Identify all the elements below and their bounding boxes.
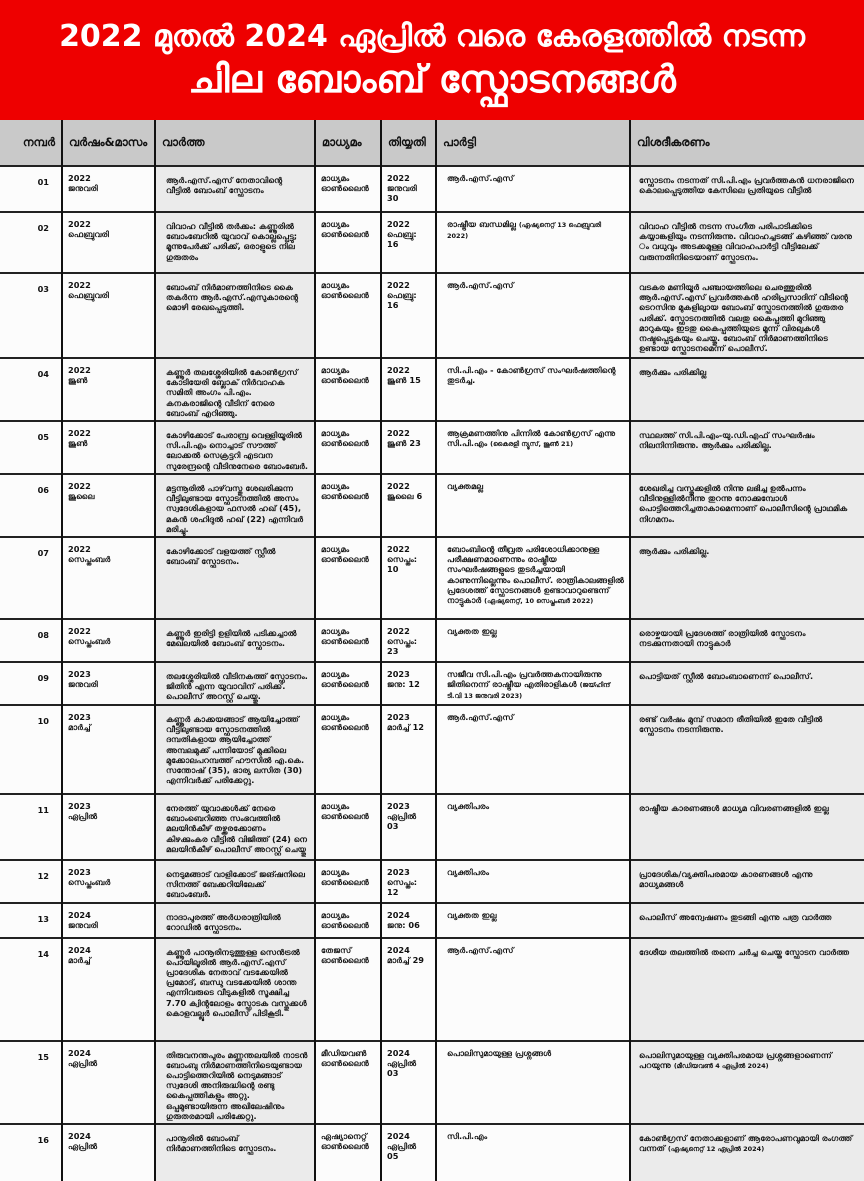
- row-date: ജനു: 06: [387, 919, 420, 930]
- cell-party: [436, 1041, 630, 1124]
- cell-news: [155, 705, 315, 794]
- cell-year-month: [62, 903, 155, 938]
- row-news: തിരുവനന്തപുരം മണ്ണന്തലയിൽ നാടൻ ബോംബു നിർമാണത്തിനിടെയുണ്ടായ പൊട്ടിത്തെറിയിൽ നെടുമങ്ങാട് സ്വദേശി അനിരുദ്ധിന്റെ രണ്ടു കൈപ്പത്തികളും അറ്റു. ഒപ്പമുണ്ടായിരുന്ന അഖിലേഷിനും ഗുരുതരമായി പരിക്കേറ്റു.: [166, 1049, 308, 1121]
- cell-media: [315, 860, 381, 903]
- row-news: മട്ടന്നൂരിൽ പാഴ്‌വസ്തു ശേഖരിക്കുന്ന വീട്ടിലുണ്ടായ സ്ഫോടനത്തിൽ അസം സ്വദേശികളായ ഫസൽ ഹഖ് (45), മകൻ ശഹിദുൽ ഹഖ് (22) എന്നിവർ മരിച്ചു.: [166, 483, 304, 534]
- cell-date: [381, 903, 436, 938]
- cell-media: [315, 212, 381, 273]
- row-party: വ്യക്തിപരം: [447, 801, 490, 812]
- cell-news: [155, 537, 315, 619]
- cell-date: [381, 1041, 436, 1124]
- cell-news: [155, 166, 315, 212]
- row-number: 15: [37, 1051, 49, 1062]
- row-year: 2022: [68, 626, 91, 637]
- column-header-media: മാധ്യമം: [315, 120, 381, 166]
- cell-party: [436, 903, 630, 938]
- cell-date: [381, 212, 436, 273]
- cell-party: [436, 705, 630, 794]
- cell-media: [315, 421, 381, 474]
- cell-year-month: [62, 358, 155, 421]
- cell-number: [0, 662, 62, 705]
- cell-party: [436, 358, 630, 421]
- row-year: 2024: [68, 1047, 91, 1058]
- row-news: നേരത്ത് യുവാക്കൾക്ക് നേരെ ബോംബെറിഞ്ഞ സംഭവത്തിൽ മലയിൻകീഴ് തഴ്ക്കരക്കോണം കിഴക്കുംകര വീട്ടിൽ വിജിത്ത് (24) നെ മലയിൻകീഴ് പൊലീസ് അറസ്റ്റ് ചെയ്തു: [166, 803, 308, 854]
- row-party: സജീവ സി.പി.എം പ്രവർത്തകനായിരുന്നു ജിതിനെന്ന് രാഷ്ട്രീയ എതിരാളികൾ: [447, 669, 602, 690]
- row-explanation: ശേഖരിച്ച വസ്തുക്കളിൽ നിന്നു ലഭിച്ച ഉൽപന്നം വീടിനുള്ളിൽനിന്നു തുറന്നു നോക്കുമ്പോൾ പൊട്ടിത്തെറിച്ചതാകാമെന്നാണ് പൊലീസിന്റെ പ്രാഥമിക നിഗമനം.: [639, 483, 848, 524]
- cell-media: [315, 166, 381, 212]
- row-number: 08: [37, 630, 49, 641]
- row-year: 2022: [68, 173, 91, 183]
- cell-news: [155, 938, 315, 1041]
- cell-number: [0, 705, 62, 794]
- row-date: ജൂൺ 15: [387, 375, 421, 386]
- row-media: തേജസ് ഓൺലൈൻ: [321, 944, 369, 965]
- cell-media: [315, 1041, 381, 1124]
- row-month: മാർച്ച്: [68, 954, 91, 965]
- cell-party: [436, 212, 630, 273]
- row-date: സെപ്തം: 23: [387, 636, 418, 657]
- row-media: മാധ്യമം ഓൺലൈൻ: [321, 712, 369, 733]
- row-explanation: രാഷ്ട്രീയ കാരണങ്ങൾ മാധ്യമ വിവരണങ്ങളിൽ ഇല്ല: [639, 803, 829, 814]
- row-explanation: പൊലിസുമായുള്ള വ്യക്തിപരമായ പ്രശ്നങ്ങളാണെന്ന് പറയുന്നു: [639, 1049, 832, 1070]
- table-row: [0, 662, 864, 705]
- row-year: 2023: [68, 867, 91, 878]
- row-news: ആർ.എസ്.എസ് നേതാവിന്റെ വീട്ടിൽ ബോംബ് സ്ഫോടനം: [166, 175, 283, 196]
- cell-media: [315, 358, 381, 421]
- cell-number: [0, 212, 62, 273]
- row-party: വ്യക്തമല്ല: [447, 481, 484, 492]
- row-party-note: (കൈരളി ന്യൂസ്, ജൂൺ 21): [490, 440, 574, 449]
- cell-news: [155, 421, 315, 474]
- cell-party: [436, 1124, 630, 1181]
- row-media: മാധ്യമം ഓൺലൈൻ: [321, 544, 369, 565]
- row-month: ജനുവരി: [68, 919, 98, 930]
- cell-year-month: [62, 537, 155, 619]
- row-news: തലശ്ശേരിയിൽ വീടിനകത്ത് സ്ഫോടനം. ജിതിൻ എന്ന യുവാവിന് പരിക്ക്. പൊലീസ് അറസ്റ്റ് ചെയ്തു.: [166, 671, 308, 702]
- row-news: കണ്ണൂർ പാനൂരിനടുത്തുള്ള സെൻട്രൽ പൊയിലൂരിൽ ആർ.എസ്.എസ് പ്രാദേശിക നേതാവ് വടക്കേയിൽ പ്രമോദ്, ബന്ധു വടക്കേയിൽ ശാന്ത എന്നിവരുടെ വീടുകളിൽ സൂക്ഷിച്ച 7.70 ക്വിന്റലോളം സ്ഫോടക വസ്തുക്കൾ കൊളവല്ലൂർ പൊലീസ് പിടികൂടി.: [166, 946, 307, 1018]
- cell-news: [155, 860, 315, 903]
- cell-date: [381, 705, 436, 794]
- row-number: 14: [37, 948, 49, 959]
- cell-media: [315, 273, 381, 358]
- row-year: 2023: [68, 669, 91, 680]
- cell-number: [0, 794, 62, 860]
- row-news: നാദാപുരത്ത് അർധരാത്രിയിൽ റോഡിൽ സ്ഫോടനം.: [166, 911, 281, 932]
- row-date-year: 2022: [387, 481, 410, 492]
- row-news: പാനൂരിൽ ബോംബ് നിർമാണത്തിനിടെ സ്ഫോടനം.: [166, 1133, 277, 1154]
- row-date-year: 2022: [387, 626, 410, 637]
- row-party: ആക്രമണത്തിനു പിന്നിൽ കോൺഗ്രസ് എന്നു സി.പി.എം: [447, 428, 616, 449]
- row-year: 2024: [68, 944, 91, 955]
- table-row: [0, 212, 864, 273]
- cell-number: [0, 421, 62, 474]
- cell-news: [155, 212, 315, 273]
- row-date: ജൂൺ 23: [387, 438, 421, 449]
- row-date: സെപ്തം: 10: [387, 554, 418, 575]
- row-month: ജനുവരി: [68, 679, 98, 690]
- cell-media: [315, 537, 381, 619]
- row-party-note: (ഏഷ്യനെറ്റ്, 10 സെപ്തംബർ 2022): [484, 597, 594, 606]
- row-explanation: സ്ഫോടനം നടന്നത് സി.പി.എം പ്രവർത്തകൻ ധനരാജിനെ കൊലപ്പെടുത്തിയ കേസിലെ പ്രതിയുടെ വീട്ടിൽ: [639, 175, 855, 196]
- cell-news: [155, 662, 315, 705]
- cell-year-month: [62, 938, 155, 1041]
- row-date: ഫെബ്രു: 16: [387, 229, 417, 250]
- row-date-year: 2023: [387, 801, 410, 812]
- row-month: മാർച്ച്: [68, 722, 91, 733]
- row-date: ജനു: 12: [387, 679, 420, 690]
- cell-explanation: [630, 212, 864, 273]
- title-line-1: 2022 മുതൽ 2024 ഏപ്രിൽ വരെ കേരളത്തിൽ നടന്ന: [59, 19, 805, 54]
- row-month: സെപ്തംബർ: [68, 636, 111, 647]
- cell-media: [315, 938, 381, 1041]
- row-date-year: 2024: [387, 909, 410, 920]
- table-row: [0, 421, 864, 474]
- row-date: ഏപ്രിൽ 05: [387, 1141, 417, 1162]
- cell-number: [0, 1124, 62, 1181]
- row-party: ബോംബിന്റെ തീവ്രത പരിശോധിക്കാനുള്ള പരീക്ഷണമാണെന്നും രാഷ്ട്രീയ സംഘർഷങ്ങളുടെ തുടർച്ചയായി കാണുന്നില്ലെന്നും പൊലീസ്. രാത്രികാലങ്ങളിൽ പ്രദേശത്ത് സ്ഫോടനങ്ങൾ ഉണ്ടാവാറുണ്ടെന്ന് നാട്ടുകാർ: [447, 544, 624, 606]
- cell-date: [381, 537, 436, 619]
- cell-party: [436, 619, 630, 662]
- row-media: മാധ്യമം ഓൺലൈൻ: [321, 909, 369, 930]
- cell-news: [155, 358, 315, 421]
- cell-explanation: [630, 705, 864, 794]
- row-news: കണ്ണൂർ കാക്കയങ്ങാട് ആയിച്ചോത്ത് വീട്ടിലുണ്ടായ സ്ഫോടനത്തിൽ ദമ്പതികളായ ആയിച്ചോത്ത് അമ്പലമുക്ക് പന്നിയോട് മുക്കിലെ മുക്കോലപറമ്പത്ത് ഹൗസിൽ എ.കെ. സന്തോഷ് (35), ഭാര്യ ലസിത (30) എന്നിവർക്ക് പരിക്കേറ്റു.: [166, 714, 305, 786]
- table-row: [0, 273, 864, 358]
- column-header-party: പാർട്ടി: [436, 120, 630, 166]
- row-explanation: പൊട്ടിയത് സ്റ്റീൽ ബോംബാണെന്ന് പൊലീസ്.: [639, 671, 814, 682]
- cell-party: [436, 794, 630, 860]
- cell-explanation: [630, 537, 864, 619]
- cell-date: [381, 860, 436, 903]
- row-explanation: ദേശീയ തലത്തിൽ തന്നെ ചർച്ച ചെയ്ത സ്ഫോടന വാർത്ത: [639, 946, 850, 957]
- row-party: ആർ.എസ്.എസ്: [447, 944, 514, 955]
- row-number: 07: [37, 548, 49, 559]
- row-year: 2023: [68, 801, 91, 812]
- table-row: [0, 1041, 864, 1124]
- cell-news: [155, 1041, 315, 1124]
- cell-explanation: [630, 938, 864, 1041]
- row-year: 2022: [68, 544, 91, 555]
- row-media: മാധ്യമം ഓൺലൈൻ: [321, 219, 369, 240]
- bomb-blast-table: [0, 120, 864, 1181]
- cell-media: [315, 662, 381, 705]
- table-row: [0, 903, 864, 938]
- row-date-year: 2022: [387, 365, 410, 375]
- row-date: ഏപ്രിൽ 03: [387, 811, 417, 832]
- row-media: മാധ്യമം ഓൺലൈൻ: [321, 428, 369, 449]
- cell-date: [381, 619, 436, 662]
- row-party: ആർ.എസ്.എസ്: [447, 280, 514, 290]
- cell-year-month: [62, 662, 155, 705]
- row-date: ഫെബ്രു: 16: [387, 290, 417, 311]
- row-date: ജനുവരി 30: [387, 183, 417, 204]
- cell-year-month: [62, 212, 155, 273]
- cell-party: [436, 421, 630, 474]
- cell-party: [436, 860, 630, 903]
- cell-number: [0, 166, 62, 212]
- row-year: 2022: [68, 219, 91, 229]
- cell-explanation: [630, 421, 864, 474]
- title-banner: [0, 0, 864, 120]
- row-number: 03: [37, 284, 49, 294]
- column-header-year-month: വർഷം&മാസം: [62, 120, 155, 166]
- table-row: [0, 938, 864, 1041]
- row-month: ഏപ്രിൽ: [68, 1057, 98, 1068]
- row-explanation: വിവാഹ വീട്ടിൽ നടന്ന സംഗീത പരിപാടിക്കിടെ കയ്യാങ്കളിയും നടന്നിരുന്നു. വിവാഹച്ചടങ്ങ് കഴിഞ്ഞ് വരനു ം വധുവും അടക്കമുള്ള വിവാഹപാർട്ടി വീട്ടിലേക്ക് വരുന്നതിനിടെയാണ് സ്ഫോടനം.: [639, 221, 853, 262]
- cell-year-month: [62, 794, 155, 860]
- cell-date: [381, 166, 436, 212]
- cell-explanation: [630, 166, 864, 212]
- row-explanation: കോൺഗ്രസ് നേതാക്കളാണ് ആരോപണവുമായി രംഗത്ത് വന്നത്: [639, 1133, 853, 1154]
- row-media: മാധ്യമം ഓൺലൈൻ: [321, 867, 369, 888]
- table-row: [0, 474, 864, 537]
- row-date: മാർച്ച് 29: [387, 954, 424, 965]
- row-party: വ്യക്തത ഇല്ല: [447, 626, 497, 637]
- cell-news: [155, 794, 315, 860]
- cell-date: [381, 474, 436, 537]
- column-header-number: നമ്പർ: [0, 120, 62, 166]
- row-explanation: ആർക്കും പരിക്കില്ല.: [639, 546, 710, 557]
- row-media: മീഡിയവൺ ഓൺലൈൻ: [321, 1047, 369, 1068]
- row-month: ജനുവരി: [68, 183, 98, 194]
- cell-news: [155, 903, 315, 938]
- row-number: 11: [37, 805, 49, 816]
- table-header-row: [0, 120, 864, 166]
- row-number: 10: [37, 716, 49, 727]
- row-number: 13: [37, 913, 49, 924]
- row-date-year: 2024: [387, 1047, 410, 1058]
- table-row: [0, 860, 864, 903]
- cell-number: [0, 537, 62, 619]
- row-party: ആർ.എസ്.എസ്: [447, 712, 514, 723]
- row-explanation-note: (ഏഷ്യനെറ്റ് 12 ഏപ്രിൽ 2024): [667, 1145, 765, 1154]
- cell-number: [0, 358, 62, 421]
- row-news: കോഴിക്കോട് പേരാമ്പ്ര വെള്ളിയൂരിൽ സി.പി.എം നൊച്ചാട് സൗത്ത് ലോക്കൽ സെക്രട്ടറി എടവന സുരേന്ദ്രന്റെ വീടിനുനേരെ ബോംബേർ.: [166, 430, 308, 471]
- row-explanation: പ്രാദേശിക/വ്യക്തിപരമായ കാരണങ്ങൾ എന്നു മാധ്യമങ്ങൾ: [639, 869, 813, 890]
- row-media: മാധ്യമം ഓൺലൈൻ: [321, 365, 369, 386]
- table-row: [0, 1124, 864, 1181]
- cell-date: [381, 358, 436, 421]
- cell-date: [381, 794, 436, 860]
- row-news: ബോംബ് നിർമാണത്തിനിടെ കൈ തകർന്ന ആർ.എസ്.എസുകാരന്റെ മൊഴി രേഖപ്പെടുത്തി.: [166, 282, 299, 313]
- cell-explanation: [630, 860, 864, 903]
- cell-year-month: [62, 860, 155, 903]
- row-party: വ്യക്തിപരം: [447, 867, 490, 878]
- cell-media: [315, 619, 381, 662]
- cell-date: [381, 421, 436, 474]
- row-year: 2024: [68, 1131, 91, 1142]
- cell-year-month: [62, 421, 155, 474]
- table-row: [0, 794, 864, 860]
- column-header-explanation: വിശദീകരണം: [630, 120, 864, 166]
- row-explanation: ആർക്കും പരിക്കില്ല: [639, 367, 707, 377]
- cell-date: [381, 1124, 436, 1181]
- cell-year-month: [62, 705, 155, 794]
- row-date-year: 2024: [387, 944, 410, 955]
- row-month: സെപ്തംബർ: [68, 554, 111, 565]
- row-explanation: വടകര മണിയൂർ പഞ്ചായത്തിലെ ചെരത്തുരിൽ ആർ.എസ്.എസ് പ്രവർത്തകൻ ഹരിപ്രസാദിന് വീടിന്റെ ടെറസിനു മുകളിലുായ ബോംബ് സ്ഫോടനത്തിൽ ഗുരുതര പരിക്ക്. സ്ഫോടനത്തിൽ വലതു കൈപ്പത്തി മുറിഞ്ഞു മാറുകയും ഇടതു കൈപ്പത്തിയുടെ മൂന്ന് വിരലുകൾ നഷ്ടപ്പെടുകയും ചെയ്തു. ബോംബ് നിർമാണത്തിനിടെ ഉണ്ടായ സ്ഫോടനമെന്ന് പൊലീസ്.: [639, 282, 849, 354]
- table-row: [0, 537, 864, 619]
- row-month: ജൂലൈ: [68, 491, 95, 502]
- row-year: 2023: [68, 712, 91, 723]
- table-row: [0, 619, 864, 662]
- cell-media: [315, 903, 381, 938]
- row-number: 04: [37, 369, 49, 379]
- row-date-year: 2023: [387, 867, 410, 878]
- column-header-date: തിയ്യതി: [381, 120, 436, 166]
- cell-number: [0, 938, 62, 1041]
- row-date: മാർച്ച് 12: [387, 722, 424, 733]
- row-month: ഏപ്രിൽ: [68, 1141, 98, 1152]
- cell-explanation: [630, 1124, 864, 1181]
- row-media: മാധ്യമം ഓൺലൈൻ: [321, 801, 369, 822]
- row-number: 01: [37, 177, 49, 187]
- cell-date: [381, 273, 436, 358]
- cell-explanation: [630, 619, 864, 662]
- row-month: സെപ്തംബർ: [68, 877, 111, 888]
- title-line-2: ചില ബോംബ് സ്ഫോടനങ്ങൾ: [188, 57, 676, 101]
- row-party: സി.പി.എം: [447, 1131, 488, 1142]
- row-explanation-note: (മീഡിയവൺ 4 ഏപ്രിൽ 2024): [673, 1061, 769, 1070]
- cell-year-month: [62, 619, 155, 662]
- cell-media: [315, 794, 381, 860]
- row-date-year: 2022: [387, 219, 410, 229]
- cell-year-month: [62, 474, 155, 537]
- row-month: ജൂൺ: [68, 375, 88, 386]
- row-date: ഏപ്രിൽ 03: [387, 1057, 417, 1079]
- table-row: [0, 358, 864, 421]
- cell-party: [436, 537, 630, 619]
- row-news: കണ്ണൂർ ഇരിട്ടി ഉളിയിൽ പടിക്കച്ചാൽ മേഖലയിൽ ബോംബ് സ്ഫോടനം.: [166, 628, 297, 649]
- cell-number: [0, 860, 62, 903]
- row-year: 2022: [68, 428, 91, 439]
- cell-party: [436, 166, 630, 212]
- row-news: വിവാഹ വീട്ടിൽ തർക്കം: കണ്ണൂരിൽ ബോംബേറിൽ യുവാവ് കൊല്ലപ്പെട്ടു; മൂന്നുപേർക്ക് പരിക്ക്, ഒരാളുടെ നില ഗുരുതരം: [166, 221, 298, 262]
- cell-explanation: [630, 903, 864, 938]
- cell-news: [155, 619, 315, 662]
- row-date-year: 2023: [387, 669, 410, 680]
- row-year: 2022: [68, 365, 91, 375]
- row-number: 12: [37, 871, 49, 882]
- row-media: മാധ്യമം ഓൺലൈൻ: [321, 173, 369, 194]
- cell-date: [381, 938, 436, 1041]
- row-date: സെപ്തം: 12: [387, 877, 418, 898]
- cell-year-month: [62, 1124, 155, 1181]
- cell-news: [155, 474, 315, 537]
- cell-media: [315, 705, 381, 794]
- cell-year-month: [62, 1041, 155, 1124]
- row-date-year: 2022: [387, 280, 410, 290]
- row-party: ആർ.എസ്.എസ്: [447, 173, 514, 183]
- row-number: 06: [37, 485, 49, 496]
- row-party: വ്യക്തത ഇല്ല: [447, 909, 497, 920]
- cell-number: [0, 903, 62, 938]
- row-party: സി.പി.എം - കോൺഗ്രസ് സംഘർഷത്തിന്റെ തുടർച്ച.: [447, 365, 616, 386]
- row-year: 2022: [68, 481, 91, 492]
- row-number: 16: [37, 1135, 49, 1146]
- row-explanation: രണ്ട് വർഷം മുമ്പ് സമാന രീതിയിൽ ഇതേ വീട്ടിൽ സ്ഫോടനം നടന്നിരുന്നു.: [639, 714, 823, 735]
- row-party: പൊലിസുമായുള്ള പ്രശ്നങ്ങൾ: [447, 1047, 552, 1058]
- cell-number: [0, 474, 62, 537]
- row-explanation: സ്ഥലത്ത് സി.പി.എം-യു.ഡി.എഫ് സംഘർഷം നിലനിന്നിരുന്നു. ആർക്കും പരിക്കില്ല.: [639, 430, 815, 451]
- row-date: ജൂലൈ 6: [387, 491, 423, 502]
- cell-year-month: [62, 273, 155, 358]
- cell-party: [436, 662, 630, 705]
- cell-number: [0, 619, 62, 662]
- column-header-news: വാർത്ത: [155, 120, 315, 166]
- row-date-year: 2022: [387, 173, 410, 183]
- cell-explanation: [630, 794, 864, 860]
- row-month: ജൂൺ: [68, 438, 88, 449]
- cell-party: [436, 938, 630, 1041]
- cell-date: [381, 662, 436, 705]
- row-party: രാഷ്ട്രീയ ബന്ധമില്ല: [447, 219, 516, 229]
- row-year: 2022: [68, 280, 91, 290]
- row-month: ഏപ്രിൽ: [68, 811, 98, 822]
- cell-explanation: [630, 1041, 864, 1124]
- row-month: ഫെബ്രുവരി: [68, 290, 109, 301]
- row-media: മാധ്യമം ഓൺലൈൻ: [321, 626, 369, 647]
- cell-news: [155, 273, 315, 358]
- cell-explanation: [630, 273, 864, 358]
- cell-year-month: [62, 166, 155, 212]
- cell-party: [436, 273, 630, 358]
- row-media: മാധ്യമം ഓൺലൈൻ: [321, 669, 369, 690]
- table-row: [0, 166, 864, 212]
- row-media: മാധ്യമം ഓൺലൈൻ: [321, 280, 369, 301]
- row-explanation: രൊഴ്ചയായി പ്രദേശത്ത് രാത്രിയിൽ സ്ഫോടനം നടക്കുന്നതായി നാട്ടുകാർ: [639, 628, 806, 649]
- cell-explanation: [630, 662, 864, 705]
- row-party-note: (ജയ്ഹിന്ദ് ടി.വി 13 ജനുവരി 2023): [447, 681, 611, 701]
- row-explanation: പൊലീസ് അന്വേഷണം തുടങ്ങി എന്നു പത്ര വാർത്ത: [639, 911, 832, 922]
- cell-number: [0, 1041, 62, 1124]
- row-media: മാധ്യമം ഓൺലൈൻ: [321, 481, 369, 502]
- row-date-year: 2022: [387, 428, 410, 439]
- row-news: കോഴിക്കോട് വളയത്ത് സ്റ്റീൽ ബോംബ് സ്ഫോടനം.: [166, 546, 276, 567]
- row-date-year: 2022: [387, 544, 410, 555]
- row-year: 2024: [68, 909, 91, 920]
- cell-number: [0, 273, 62, 358]
- cell-media: [315, 1124, 381, 1181]
- row-news: നെടുമങ്ങാട് വാളിക്കോട് ജങ്ഷനിലെ സിനത്ത് ബേക്കറിയിലേക്ക് ബോംബേർ.: [166, 869, 306, 900]
- row-news: കണ്ണൂർ തലശ്ശേരിയിൽ കോൺഗ്രസ് കോടിയേരി ബ്ലോക് നിർവാഹക സമിതി അംഗം പി.എം. കനകരാജിന്റെ വീടിന് നേരെ ബോംബ് എറിഞ്ഞു.: [166, 367, 298, 418]
- cell-party: [436, 474, 630, 537]
- row-party-note: (ഏഷ്യനെറ്റ് 13 ഫെബ്രുവരി 2022): [447, 221, 601, 241]
- row-number: 02: [37, 223, 49, 233]
- row-number: 09: [37, 673, 49, 684]
- row-month: ഫെബ്രുവരി: [68, 229, 109, 240]
- table-row: [0, 705, 864, 794]
- row-date-year: 2024: [387, 1131, 410, 1142]
- row-date-year: 2023: [387, 712, 410, 723]
- cell-explanation: [630, 358, 864, 421]
- row-media: ഏഷ്യാനെറ്റ് ഓൺലൈൻ: [321, 1131, 369, 1152]
- row-number: 05: [37, 432, 49, 443]
- cell-media: [315, 474, 381, 537]
- cell-news: [155, 1124, 315, 1181]
- cell-explanation: [630, 474, 864, 537]
